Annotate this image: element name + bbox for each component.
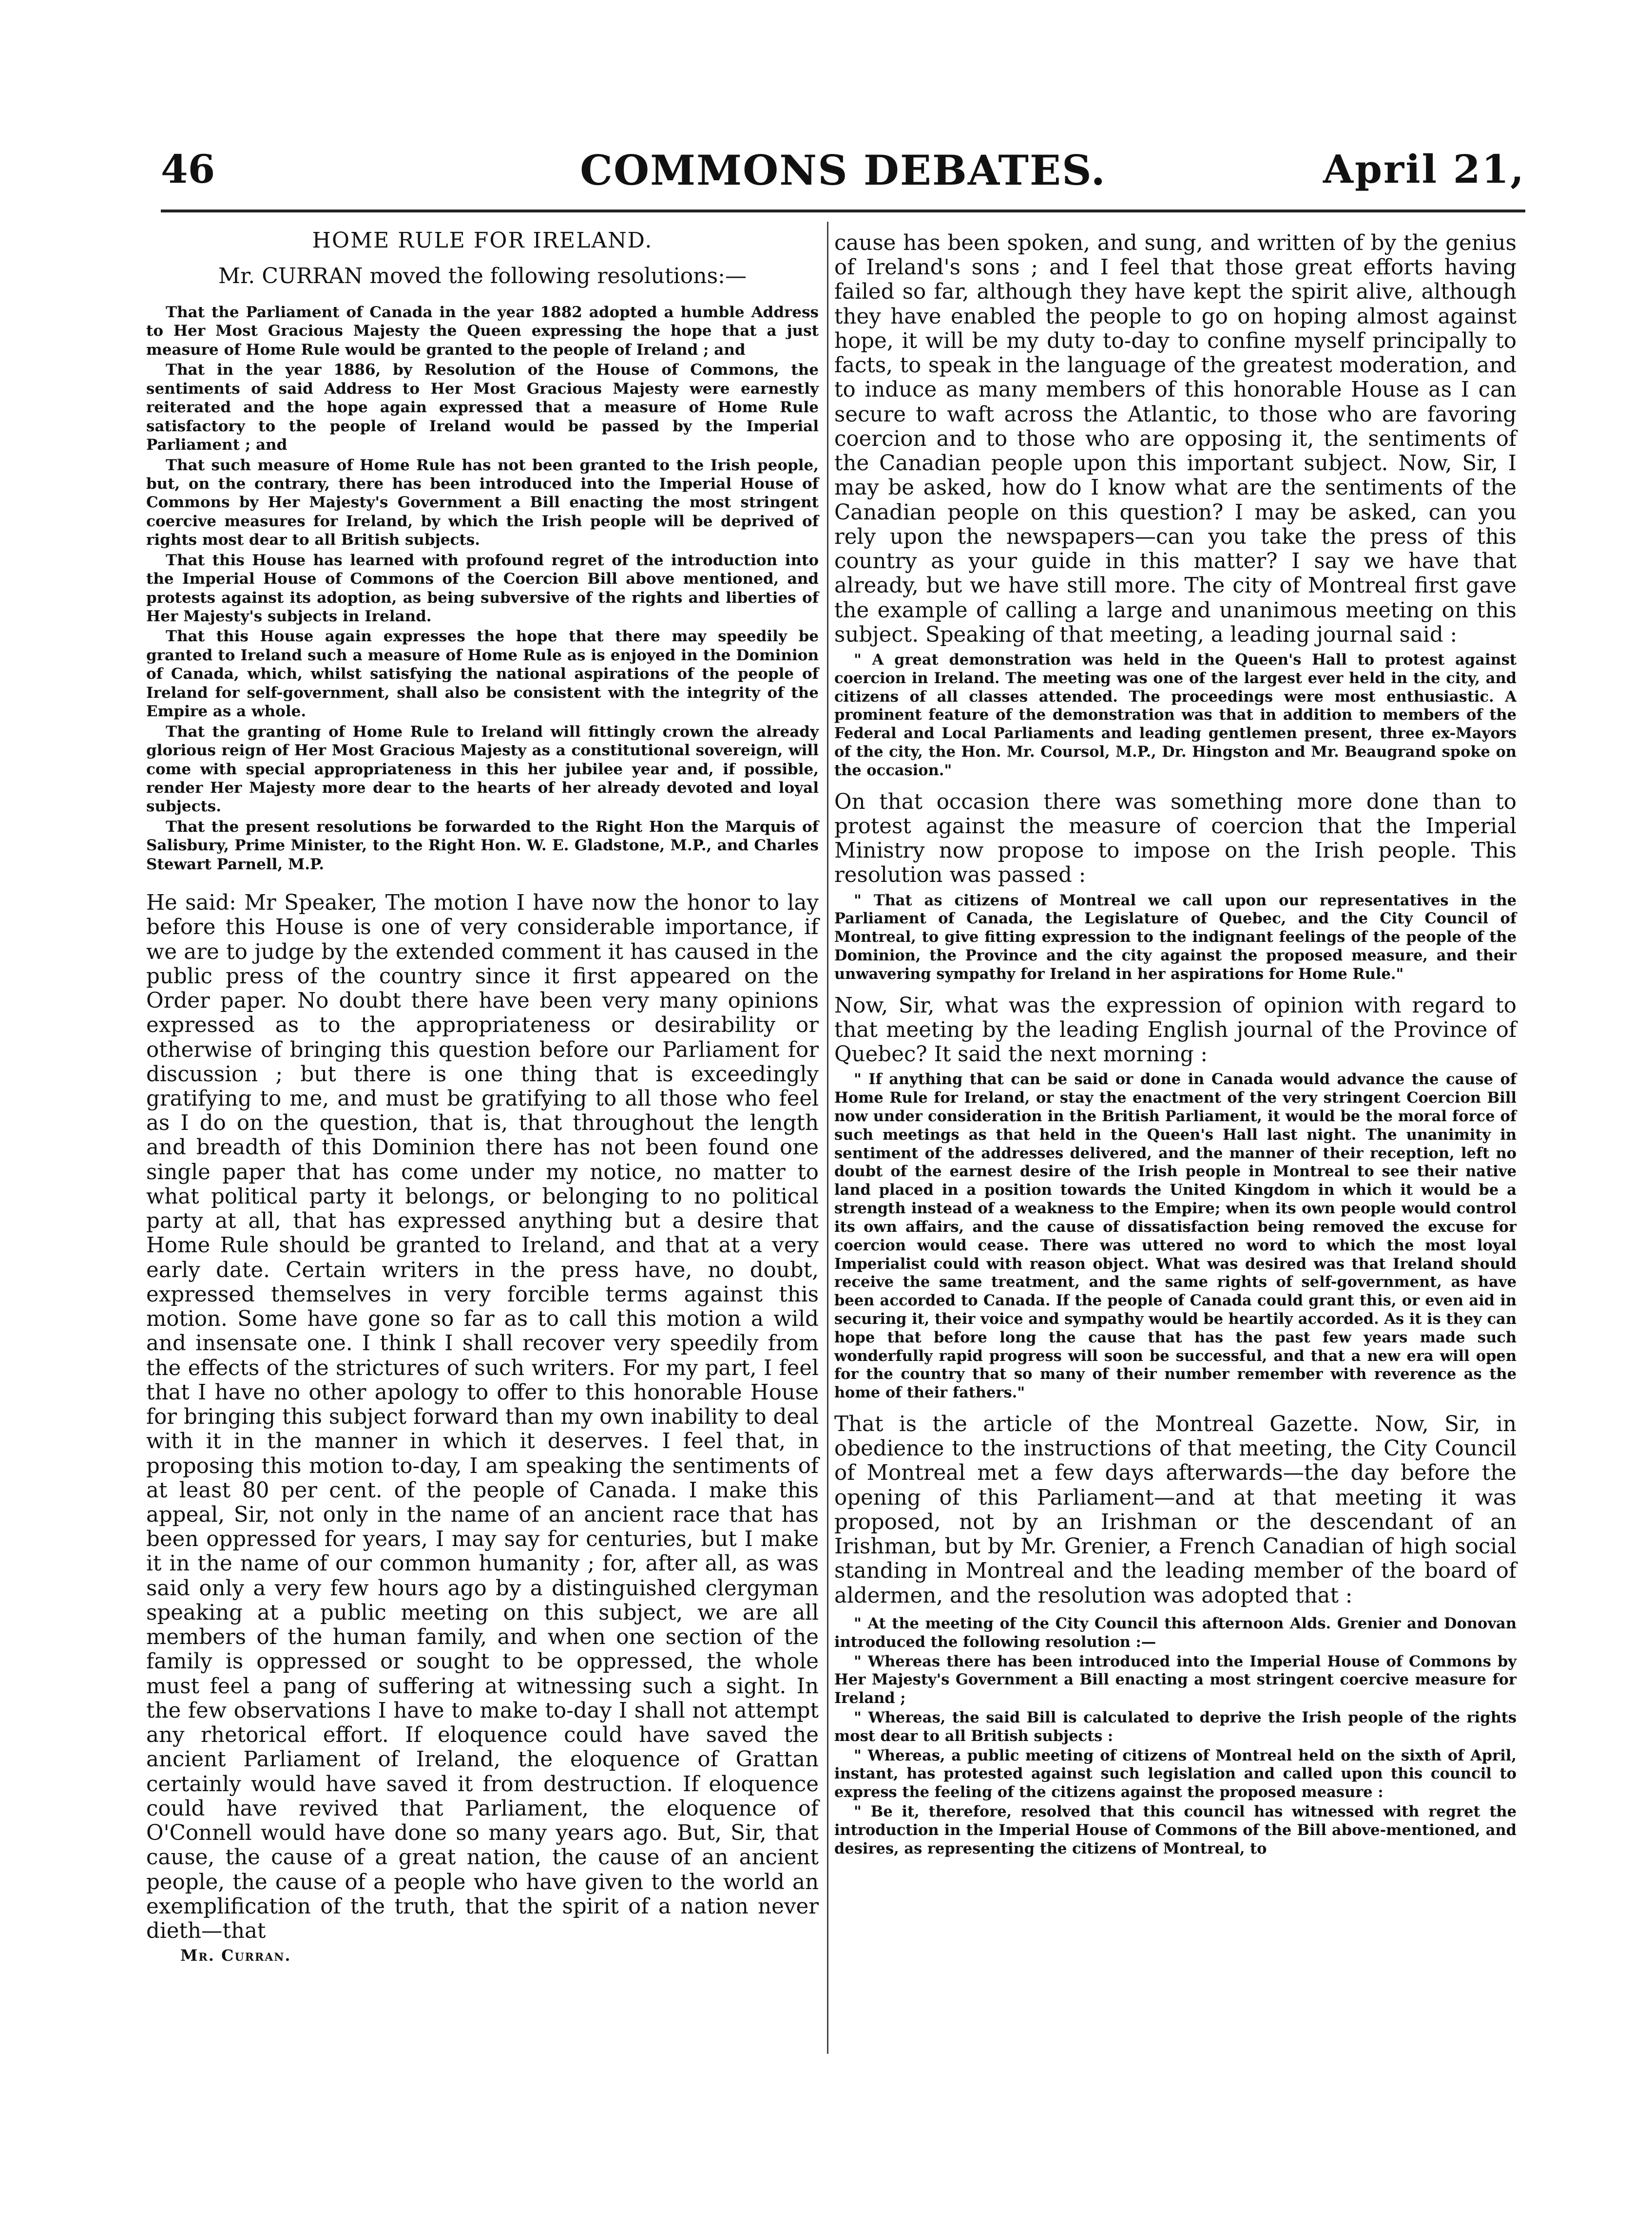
- speech-paragraph: He said: Mr Speaker, The motion I have now the honor to lay before this House is one of very considerable importance, if we are to judge by the extended comment it has caused in the public press of the country since it first appeared on the Order paper. No doubt there have been very many opinions expressed as to the appropriateness or desirability or otherwise of bringing this question before our Parliament for discussion ; but there is one thing that is exceedingly gratifying to me, and must be gratifying to all those who feel as I do on the question, that is, that throughout the length and breadth of this Dominion there has not been found one single paper that has come under my notice, no matter to what political party it belongs, or belonging to no political party at all, that has expressed anything but a desire that Home Rule should be granted to Ireland, and that at a very early date. Certain writers in the press have, no doubt, expressed themselves in very forcible terms against this motion. Some have gone so far as to call this motion a wild and insensate one. I think I shall recover very speedily from the effects of the strictures of such writers. For my part, I feel that I have no other apology to offer to this honorable House for bringing this subject forward than my own inability to deal with it in the manner in which it deserves. I feel that, in proposing this motion to-day, I am speaking the sentiments of at least 80 per cent. of the people of Canada. I make this appeal, Sir, not only in the name of an ancient race that has been oppressed for years, I may say for centuries, but I make it in the name of our common humanity ; for, after all, as was said only a very few hours ago by a distinguished clergyman speaking at a public meeting on this subject, we are all members of the human family, and when one section of the family is oppressed or sought to be oppressed, the whole must feel a pang of suffering at witnessing such a sight. In the few observations I have to make to-day I shall not attempt any rhetorical effort. If eloquence could have saved the ancient Parliament of Ireland, the eloquence of Grattan certainly would have saved it from destruction. If eloquence could have revived that Parliament, the eloquence of O'Connell would have done so many years ago. But, Sir, that cause, the cause of a great nation, the cause of an ancient people, the cause of a people who have given to the world an exemplification of the truth, that the spirit of a nation never dieth—that: [146, 891, 819, 1943]
- speech-paragraph: On that occasion there was something more done than to protest against the measure of coercion that the Imperial Ministry now propose to impose on the Irish people. This resolution was passed :: [834, 789, 1517, 888]
- resolution-paragraph: That this House has learned with profound regret of the introduction into the Imperial House of Commons of the Coercion Bill above mentioned, and protests against its adoption, as being subversive of the rights and liberties of Her Majesty's subjects in Ireland.: [146, 551, 819, 625]
- speech-paragraph: That is the article of the Montreal Gazette. Now, Sir, in obedience to the instructions of that meeting, the City Council of Montreal met a few days afterwards—the day before the opening of this Parliament—and at that meeting it was proposed, not by an Irishman or the descendant of an Irishman, but by Mr. Grenier, a French Canadian of high social standing in Montreal and the leading member of the board of aldermen, and the resolution was adopted that :: [834, 1412, 1517, 1608]
- resolution-paragraph: That the present resolutions be forwarded to the Right Hon the Marquis of Salisbury, Prime Minister, to the Right Hon. W. E. Gladstone, M.P., and Charles Stewart Parnell, M.P.: [146, 818, 819, 873]
- quoted-passage: " A great demonstration was held in the Queen's Hall to protest against coercion in Ireland. The meeting was one of the largest ever held in the city, and citizens of all classes attended. The proceedings were most enthusiastic. A prominent feature of the demonstration was that in addition to members of the Federal and Local Parliaments and leading gentlemen present, three ex-Mayors of the city, the Hon. Mr. Coursol, M.P., Dr. Hingston and Mr. Beaugrand spoke on the occasion.": [834, 650, 1517, 779]
- quoted-passage: " At the meeting of the City Council this afternoon Alds. Grenier and Donovan introduced the following resolution :—: [834, 1614, 1517, 1651]
- resolution-paragraph: That this House again expresses the hope that there may speedily be granted to Ireland such a measure of Home Rule as is enjoyed in the Dominion of Canada, which, whilst satisfying the national aspirations of the people of Ireland for self-government, shall also be consistent with the integrity of the Empire as a whole.: [146, 628, 819, 721]
- running-date: April 21,: [1323, 146, 1525, 192]
- column-divider: [827, 222, 828, 2054]
- header-rule: [161, 210, 1525, 212]
- speaker-signoff: Mr. Curran.: [180, 1946, 291, 1965]
- quoted-passage: " Be it, therefore, resolved that this council has witnessed with regret the introduction in the Imperial House of Commons of the Bill above-mentioned, and desires, as representing the citizens of Montreal, to: [834, 1803, 1517, 1857]
- resolution-paragraph: That the granting of Home Rule to Ireland will fittingly crown the already glorious reign of Her Most Gracious Majesty as a constitutional sovereign, will come with special appropriateness in this her jubilee year and, if possible, render Her Majesty more dear to the hearts of her already devoted and loyal subjects.: [146, 723, 819, 816]
- section-heading: HOME RULE FOR IRELAND.: [312, 228, 653, 253]
- resolutions-block: [146, 303, 819, 874]
- quoted-passage: " If anything that can be said or done in Canada would advance the cause of Home Rule for Ireland, or stay the enactment of the very stringent Coercion Bill now under consideration in the British Parliament, it would be the moral force of such meetings as that held in the Queen's Hall last night. The unanimity in sentiment of the addresses delivered, and the manner of their reception, left no doubt of the earnest desire of the Irish people in Montreal to see their native land placed in a position towards the United Kingdom in which it would be a strength instead of a weakness to the Empire; when its own people would control its own affairs, and the cause of dissatisfaction being removed the excuse for coercion would cease. There was uttered no word to which the most loyal Imperialist could with reason object. What was desired was that Ireland should receive the same treatment, and the same rights of self-government, as have been accorded to Canada. If the people of Canada could grant this, or even aid in securing it, their voice and sympathy would be heartily accorded. As it is they can hope that before long the cause that has the past few years made such wonderfully rapid progress will soon be successful, and that a new era will open for the country that so many of their number remember with reverence as the home of their fathers.": [834, 1071, 1517, 1402]
- resolution-paragraph: That such measure of Home Rule has not been granted to the Irish people, but, on the contrary, there has been introduced into the Imperial House of Commons by Her Majesty's Government a Bill enacting the most stringent coercive measures for Ireland, by which the Irish people will be deprived of rights most dear to all British subjects.: [146, 456, 819, 549]
- right-column: [834, 231, 1517, 1859]
- speech-paragraph: Now, Sir, what was the expression of opinion with regard to that meeting by the leading English journal of the Province of Quebec? It said the next morning :: [834, 993, 1517, 1067]
- quoted-passage: " Whereas, a public meeting of citizens of Montreal held on the sixth of April, instant, has protested against such legislation and called upon this council to express the feeling of the citizens against the proposed measure :: [834, 1746, 1517, 1801]
- resolution-paragraph: That the Parliament of Canada in the year 1882 adopted a humble Address to Her Most Gracious Majesty the Queen expressing the hope that a just measure of Home Rule would be granted to the people of Ireland ; and: [146, 304, 819, 359]
- quoted-passage: " Whereas, the said Bill is calculated to deprive the Irish people of the rights most dear to all British subjects :: [834, 1708, 1517, 1745]
- mover-line: Mr. CURRAN moved the following resolutions:—: [218, 264, 747, 288]
- resolution-paragraph: That in the year 1886, by Resolution of the House of Commons, the sentiments of said Address to Her Most Gracious Majesty were earnestly reiterated and the hope again expressed that a measure of Home Rule satisfactory to the people of Ireland would be passed by the Imperial Parliament ; and: [146, 361, 819, 454]
- left-column: [146, 228, 819, 1965]
- quoted-passage: " That as citizens of Montreal we call upon our representatives in the Parliament of Canada, the Legislature of Quebec, and the City Council of Montreal, to give fitting expression to the indignant feelings of the people of the Dominion, the Province and the city against the proposed measure, and their unwavering sympathy for Ireland in her aspirations for Home Rule.": [834, 891, 1517, 983]
- speech-paragraph: cause has been spoken, and sung, and written of by the genius of Ireland's sons ; and I feel that those great efforts having failed so far, although they have kept the spirit alive, although they have enabled the people to go on hoping almost against hope, it will be my duty to-day to confine myself principally to facts, to speak in the language of the greatest moderation, and to induce as many members of this honorable House as I can secure to waft across the Atlantic, to those who are favoring coercion and to those who are opposing it, the sentiments of the Canadian people upon this important subject. Now, Sir, I may be asked, how do I know what are the sentiments of the Canadian people on this question? I may be asked, can you rely upon the newspapers—can you take the press of this country as your guide in this matter? I say we have that already, but we have still more. The city of Montreal first gave the example of calling a large and unanimous meeting on this subject. Speaking of that meeting, a leading journal said :: [834, 231, 1517, 647]
- page-header: [161, 146, 1525, 200]
- running-title: COMMONS DEBATES.: [580, 146, 1106, 194]
- council-resolution-quote: [834, 1615, 1517, 1858]
- page-number: 46: [161, 146, 215, 192]
- quoted-passage: " Whereas there has been introduced into the Imperial House of Commons by Her Majesty's Government a Bill enacting a most stringent coercive measure for Ireland ;: [834, 1652, 1517, 1707]
